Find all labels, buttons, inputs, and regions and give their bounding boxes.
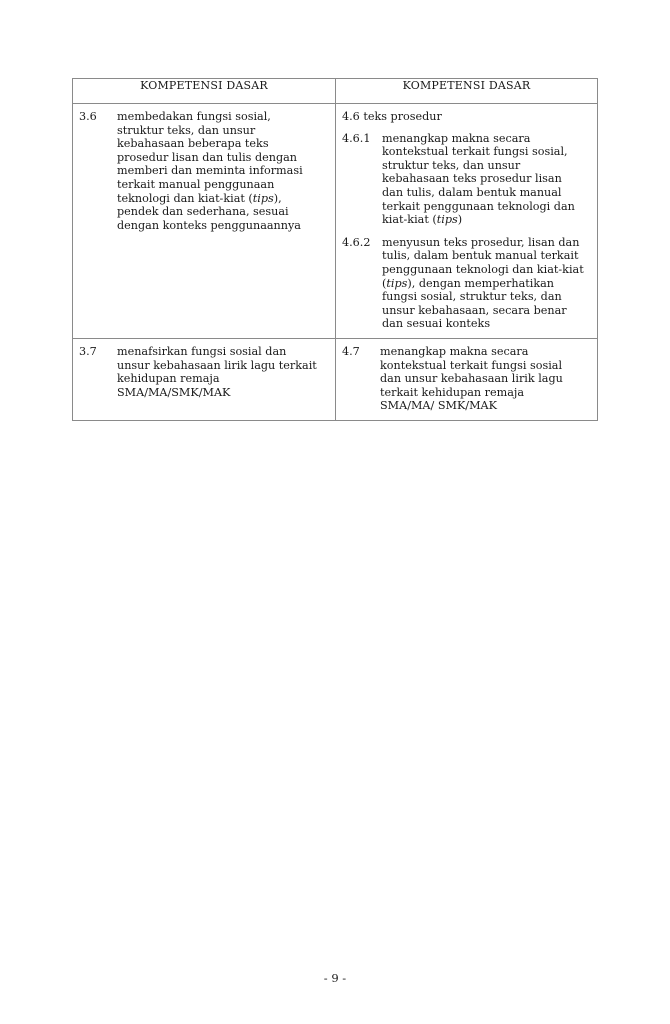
kd-item-3-7 bbox=[79, 345, 329, 399]
kd-text bbox=[117, 110, 329, 232]
page-number: - 9 - bbox=[323, 971, 347, 985]
kd-text-part: ) bbox=[457, 213, 463, 227]
kd-text: menangkap makna secara kontekstual terkait fungsi sosial dan unsur kebahasaan lirik lagu terkait kehidupan remaja SMA/MA/ SMK/MAK bbox=[380, 344, 563, 413]
table-cell-3-6 bbox=[73, 104, 336, 339]
table-row bbox=[73, 104, 598, 339]
kd-text-italic: tips bbox=[436, 213, 458, 227]
kd-text-italic: tips bbox=[252, 191, 274, 205]
kd-heading-4-6: 4.6 teks prosedur bbox=[342, 110, 442, 123]
kd-text: menafsirkan fungsi sosial dan unsur kebahasaan lirik lagu terkait kehidupan remaja SMA/MA/SMK/MAK bbox=[117, 344, 317, 399]
kd-item-4-6-2 bbox=[342, 236, 591, 331]
table-row bbox=[73, 338, 598, 420]
kd-number: 3.7 bbox=[79, 344, 97, 358]
kd-item-4-6-1 bbox=[342, 132, 591, 227]
table-header-row bbox=[73, 79, 598, 104]
kd-text-part: menyusun teks prosedur, lisan dan tulis, dalam bentuk manual terkait penggunaan teknologi dan kiat-kiat ( bbox=[382, 235, 584, 290]
kd-text-part: ), dengan memperhatikan fungsi sosial, struktur teks, dan unsur kebahasaan, secara benar dan sesuai konteks bbox=[382, 276, 567, 331]
kd-text-part: menangkap makna secara kontekstual terkait fungsi sosial, struktur teks, dan unsur kebahasaan teks prosedur lisan dan tulis, dalam bentuk manual terkait penggunaan teknologi dan kiat-kiat ( bbox=[382, 131, 575, 227]
table-cell-4-7 bbox=[336, 338, 598, 420]
kd-text bbox=[382, 236, 591, 331]
kd-item-3-6 bbox=[79, 110, 329, 232]
table-header-left: KOMPETENSI DASAR bbox=[73, 79, 336, 104]
table-cell-4-6 bbox=[336, 104, 598, 339]
kd-number: 4.7 bbox=[342, 344, 360, 358]
kd-number: 4.6.1 bbox=[342, 131, 371, 145]
kd-text-part: ), pendek dan sederhana, sesuai dengan konteks penggunaannya bbox=[117, 191, 301, 232]
table-cell-3-7 bbox=[73, 338, 336, 420]
kd-number: 4.6.2 bbox=[342, 235, 371, 249]
kd-number: 3.6 bbox=[79, 110, 97, 123]
table-header-right: KOMPETENSI DASAR bbox=[336, 79, 598, 104]
spacer bbox=[342, 227, 591, 236]
kd-text-italic: tips bbox=[386, 276, 408, 290]
kd-item-4-7 bbox=[342, 345, 591, 413]
kompetensi-dasar-table bbox=[72, 78, 598, 421]
kd-text-part: membedakan fungsi sosial, struktur teks, dan unsur kebahasaan beberapa teks prosedur lisan dan tulis dengan memberi dan meminta informasi terkait manual penggunaan teknologi dan kiat-kiat ( bbox=[117, 110, 303, 205]
kd-text bbox=[382, 132, 591, 227]
